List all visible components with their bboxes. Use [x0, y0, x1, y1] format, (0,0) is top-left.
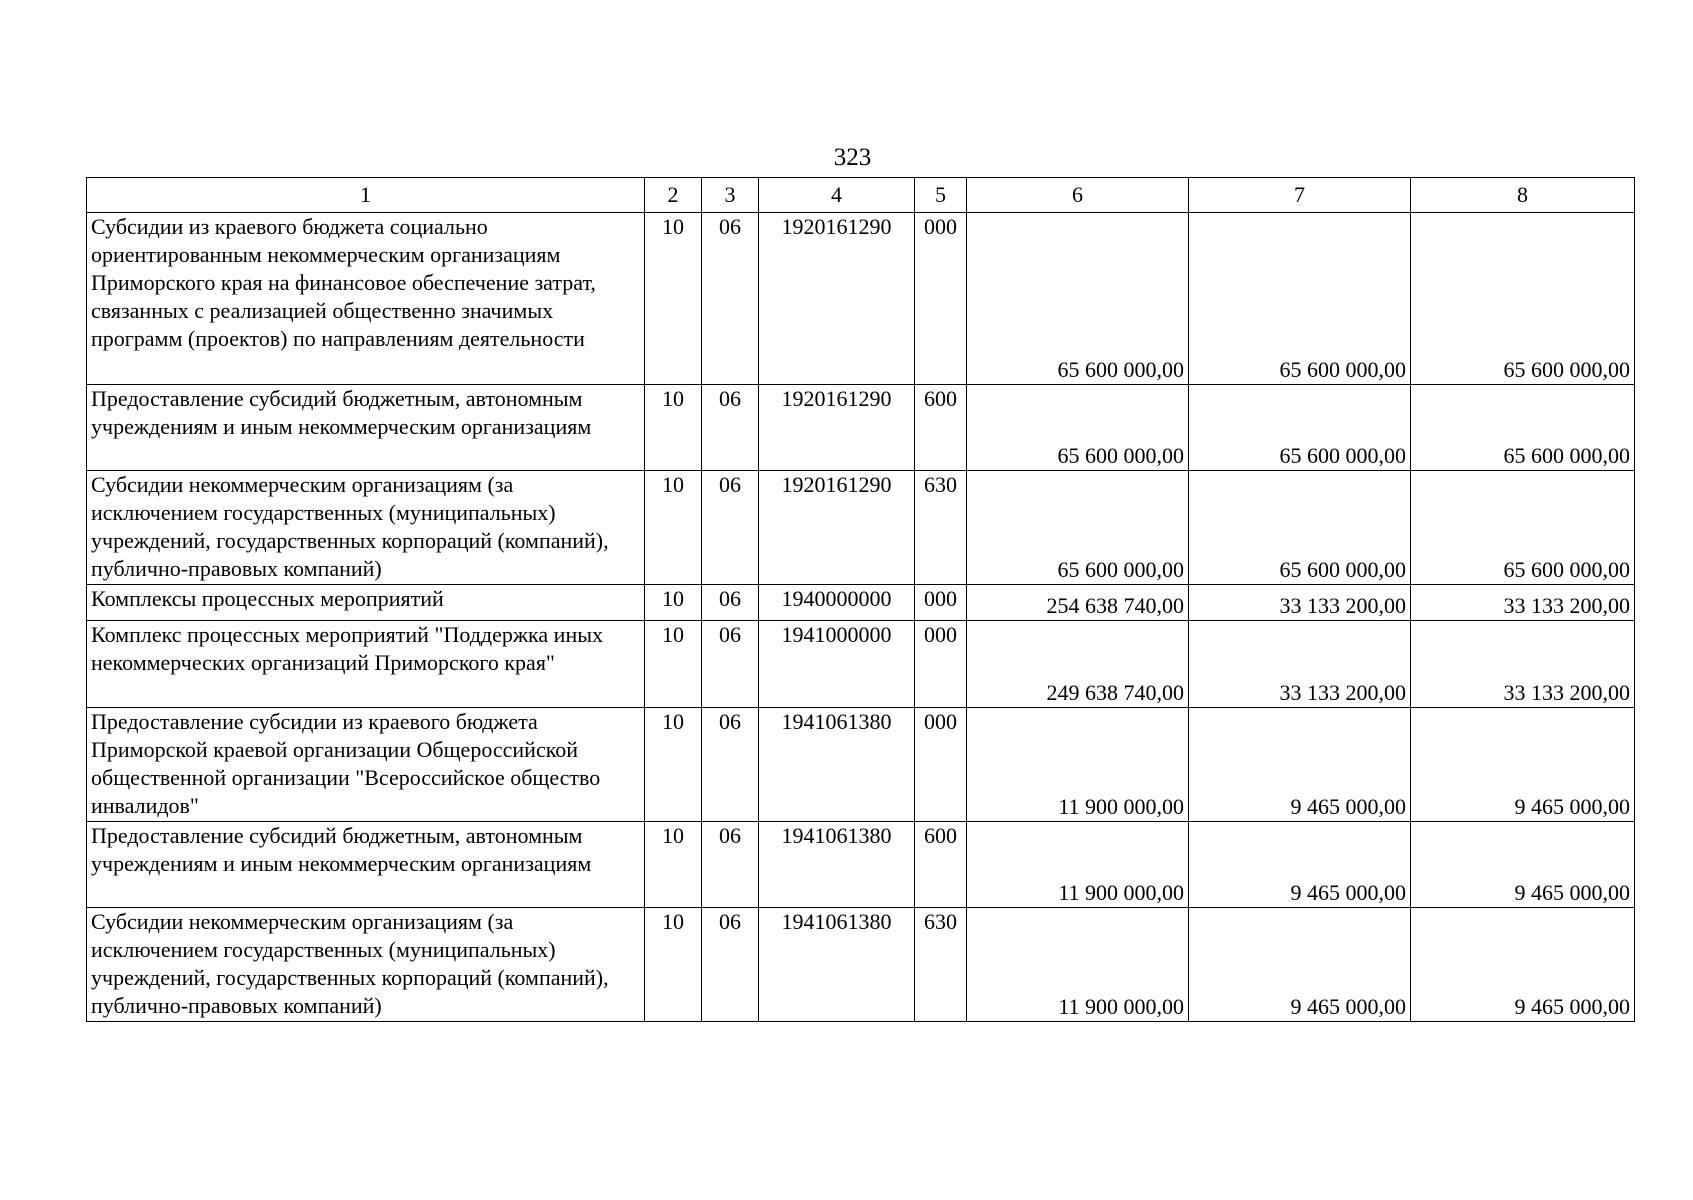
subsection-code: 06	[702, 908, 759, 1022]
table-row	[87, 908, 1635, 1022]
expense-name: Субсидии некоммерческим организациям (за исключением государственных (муниципальных) учреждений, государственных корпораций (компаний), публично-правовых компаний)	[87, 471, 645, 585]
amount-col-7: 65 600 000,00	[1189, 385, 1411, 471]
table-row	[87, 585, 1635, 621]
expense-type-code: 000	[915, 213, 967, 385]
subsection-code: 06	[702, 213, 759, 385]
section-code: 10	[645, 621, 702, 708]
amount-col-8: 65 600 000,00	[1411, 471, 1635, 585]
table-row	[87, 385, 1635, 471]
target-article-code: 1941061380	[759, 708, 915, 822]
amount-col-8: 65 600 000,00	[1411, 213, 1635, 385]
expense-name: Предоставление субсидий бюджетным, автономным учреждениям и иным некоммерческим организациям	[87, 822, 645, 908]
amount-col-7: 33 133 200,00	[1189, 621, 1411, 708]
section-code: 10	[645, 385, 702, 471]
expense-name: Субсидии из краевого бюджета социально ориентированным некоммерческим организациям Приморского края на финансовое обеспечение затрат, связанных с реализацией общественно значимых программ (проектов) по направлениям деятельности	[87, 213, 645, 385]
amount-col-6: 11 900 000,00	[967, 908, 1189, 1022]
subsection-code: 06	[702, 585, 759, 621]
expense-type-code: 600	[915, 822, 967, 908]
amount-col-7: 9 465 000,00	[1189, 708, 1411, 822]
target-article-code: 1940000000	[759, 585, 915, 621]
column-header: 5	[915, 178, 967, 213]
table-row	[87, 822, 1635, 908]
target-article-code: 1920161290	[759, 213, 915, 385]
amount-col-8: 33 133 200,00	[1411, 621, 1635, 708]
section-code: 10	[645, 822, 702, 908]
amount-col-6: 65 600 000,00	[967, 385, 1189, 471]
amount-col-7: 9 465 000,00	[1189, 822, 1411, 908]
table-row	[87, 471, 1635, 585]
amount-col-8: 9 465 000,00	[1411, 822, 1635, 908]
expense-type-code: 630	[915, 908, 967, 1022]
amount-col-7: 9 465 000,00	[1189, 908, 1411, 1022]
expense-name: Предоставление субсидий бюджетным, автономным учреждениям и иным некоммерческим организациям	[87, 385, 645, 471]
column-header: 1	[87, 178, 645, 213]
column-header: 6	[967, 178, 1189, 213]
target-article-code: 1941061380	[759, 822, 915, 908]
target-article-code: 1941000000	[759, 621, 915, 708]
column-header: 7	[1189, 178, 1411, 213]
amount-col-6: 254 638 740,00	[967, 585, 1189, 621]
table-row	[87, 621, 1635, 708]
expense-name: Субсидии некоммерческим организациям (за исключением государственных (муниципальных) учреждений, государственных корпораций (компаний), публично-правовых компаний)	[87, 908, 645, 1022]
expense-type-code: 630	[915, 471, 967, 585]
amount-col-8: 33 133 200,00	[1411, 585, 1635, 621]
column-numbers-row	[87, 178, 1635, 213]
section-code: 10	[645, 585, 702, 621]
expense-name: Комплекс процессных мероприятий "Поддержка иных некоммерческих организаций Приморского края"	[87, 621, 645, 708]
target-article-code: 1920161290	[759, 385, 915, 471]
amount-col-8: 9 465 000,00	[1411, 708, 1635, 822]
amount-col-8: 9 465 000,00	[1411, 908, 1635, 1022]
amount-col-6: 11 900 000,00	[967, 822, 1189, 908]
expense-name: Комплексы процессных мероприятий	[87, 585, 645, 621]
section-code: 10	[645, 471, 702, 585]
expense-name: Предоставление субсидии из краевого бюджета Приморской краевой организации Общероссийской общественной организации "Всероссийское общество инвалидов"	[87, 708, 645, 822]
amount-col-6: 11 900 000,00	[967, 708, 1189, 822]
subsection-code: 06	[702, 621, 759, 708]
target-article-code: 1920161290	[759, 471, 915, 585]
expense-type-code: 000	[915, 585, 967, 621]
section-code: 10	[645, 213, 702, 385]
subsection-code: 06	[702, 471, 759, 585]
table-row	[87, 213, 1635, 385]
page-number: 323	[833, 144, 872, 171]
column-header: 8	[1411, 178, 1635, 213]
amount-col-7: 65 600 000,00	[1189, 213, 1411, 385]
expense-type-code: 000	[915, 708, 967, 822]
amount-col-6: 249 638 740,00	[967, 621, 1189, 708]
expense-type-code: 000	[915, 621, 967, 708]
table-row	[87, 708, 1635, 822]
amount-col-7: 65 600 000,00	[1189, 471, 1411, 585]
amount-col-6: 65 600 000,00	[967, 213, 1189, 385]
column-header: 4	[759, 178, 915, 213]
section-code: 10	[645, 908, 702, 1022]
column-header: 2	[645, 178, 702, 213]
amount-col-8: 65 600 000,00	[1411, 385, 1635, 471]
budget-table	[86, 177, 1635, 1022]
subsection-code: 06	[702, 822, 759, 908]
expense-type-code: 600	[915, 385, 967, 471]
amount-col-6: 65 600 000,00	[967, 471, 1189, 585]
amount-col-7: 33 133 200,00	[1189, 585, 1411, 621]
subsection-code: 06	[702, 708, 759, 822]
column-header: 3	[702, 178, 759, 213]
section-code: 10	[645, 708, 702, 822]
subsection-code: 06	[702, 385, 759, 471]
target-article-code: 1941061380	[759, 908, 915, 1022]
